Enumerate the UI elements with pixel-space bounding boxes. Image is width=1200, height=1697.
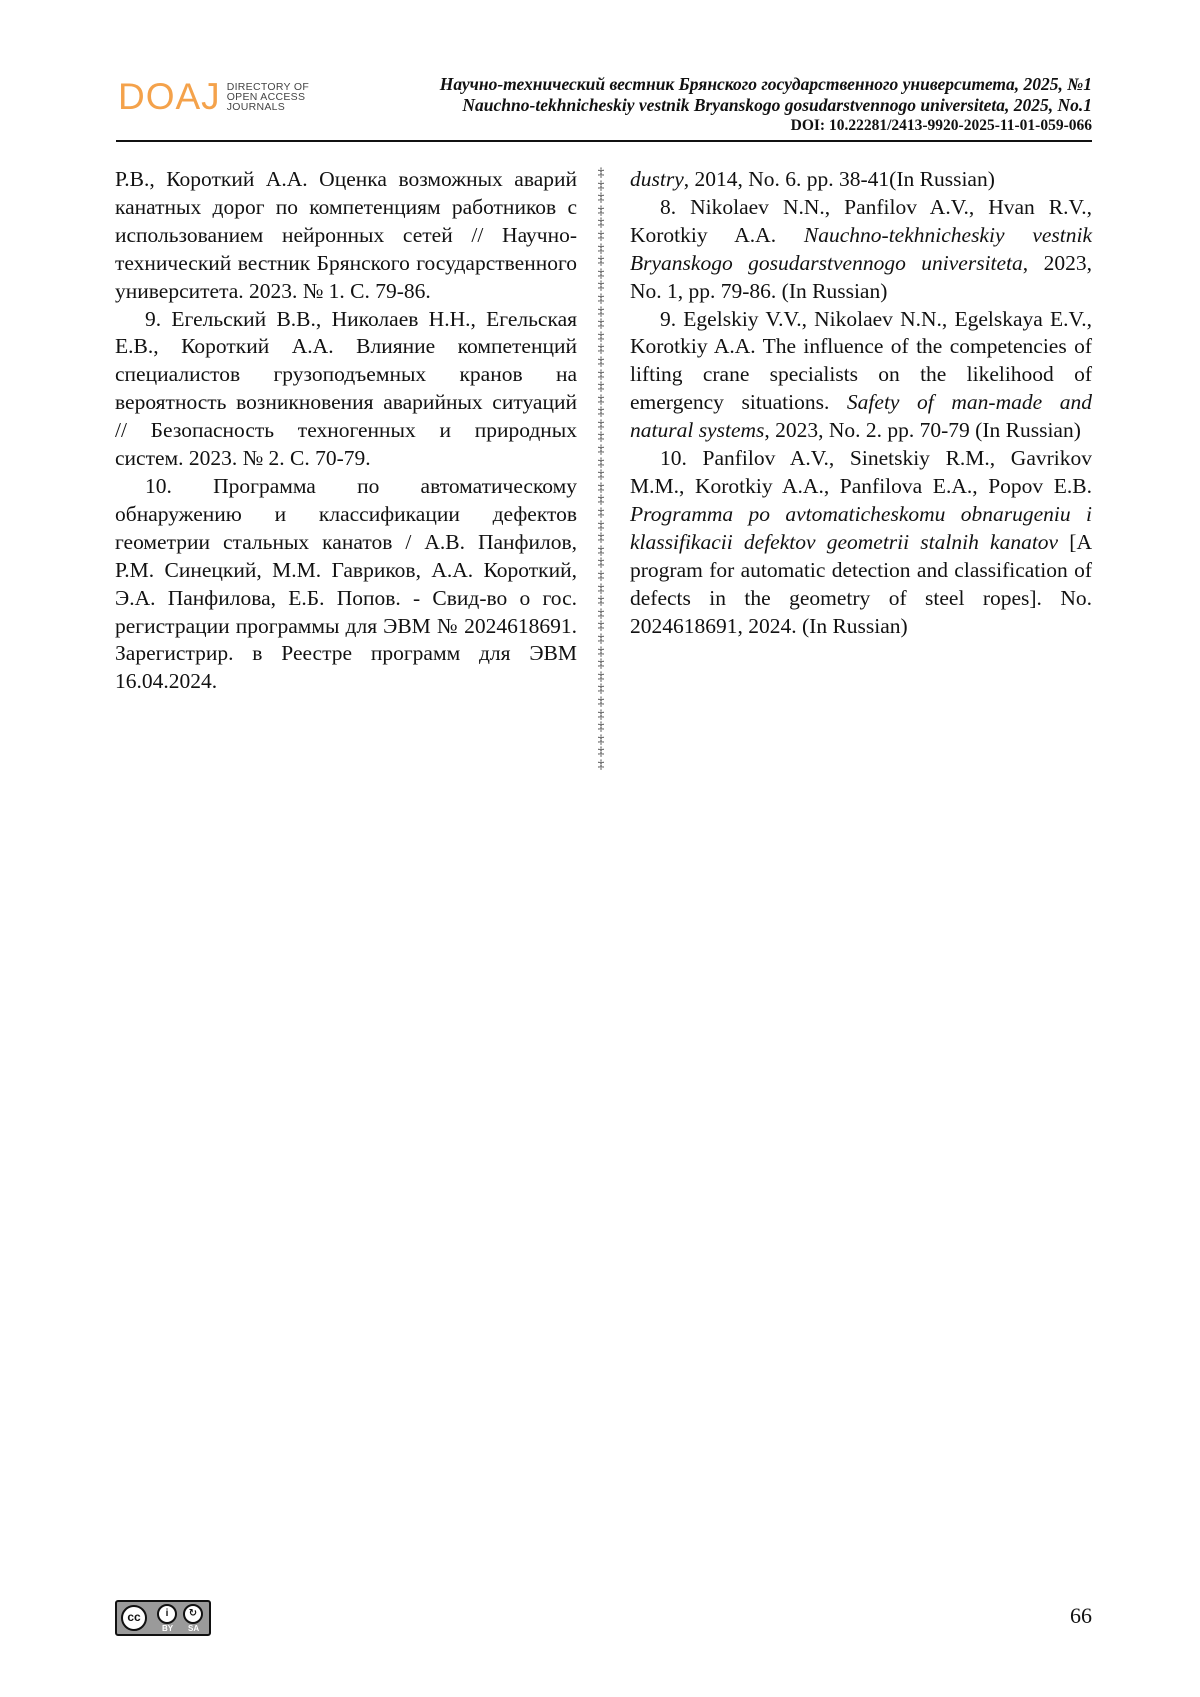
page-header [116, 70, 1092, 142]
ref10-title: Programma po avtomaticheskomu obnarugeniu i klassifikacii defektov geometrii stalnih kanatov [630, 502, 1092, 554]
ref10-details: [A program for automatic detection and classification of defects in the geometry of steel ropes]. No. 2024618691, 2024. (In Russian) [630, 530, 1092, 638]
ref9-journal: Safety of man-made and natural systems [630, 390, 1092, 442]
page-number: 66 [1070, 1603, 1092, 1629]
divider-glyph: ‡ [598, 267, 605, 280]
doaj-sub-line-2: OPEN ACCESS [227, 92, 309, 102]
divider-glyph: ‡ [598, 506, 605, 519]
divider-glyph: ‡ [598, 342, 605, 355]
divider-glyph: ‡ [598, 632, 605, 645]
ref8-details: , 2023, No. 1, pp. 79-86. (In Russian) [630, 251, 1092, 303]
divider-glyph: ‡ [598, 443, 605, 456]
divider-glyph: ‡ [598, 254, 605, 267]
divider-glyph: ‡ [598, 468, 605, 481]
divider-glyph: ‡ [598, 292, 605, 305]
divider-glyph: ‡ [598, 569, 605, 582]
divider-glyph: ‡ [598, 279, 605, 292]
divider-glyph: ‡ [598, 519, 605, 532]
doaj-logo-mark: DOAJ [118, 78, 221, 115]
divider-glyph: ‡ [598, 179, 605, 192]
divider-glyph: ‡ [598, 430, 605, 443]
divider-glyph: ‡ [598, 204, 605, 217]
divider-glyph: ‡ [598, 670, 605, 683]
ref7-rest: , 2014, No. 6. pp. 38-41(In Russian) [684, 167, 995, 191]
divider-glyph: ‡ [598, 758, 605, 771]
divider-glyph: ‡ [598, 166, 605, 179]
divider-glyph: ‡ [598, 619, 605, 632]
reference-9-en [630, 306, 1092, 446]
reference-10-ru: 10. Программа по автоматическому обнаружению и классификации дефектов геометрии стальных канатов / А.В. Панфилов, Р.М. Синецкий, М.М. Гавриков, А.А. Короткий, Э.А. Панфилова, Е.Б. Попов. - Свид-во о гос. регистрации программы для ЭВМ № 2024618691. Зарегистрир. в Реестре программ для ЭВМ 16.04.2024. [115, 473, 577, 696]
column-divider [594, 166, 608, 774]
reference-10-en [630, 445, 1092, 640]
ref9-authors-title: 9. Egelskiy V.V., Nikolaev N.N., Egelskaya E.V., Korotkiy A.A. The influence of the competencies of lifting crane specialists on the likelihood of emergency situations. [630, 307, 1092, 415]
references-ru-column [115, 166, 577, 696]
divider-glyph: ‡ [598, 531, 605, 544]
doaj-logo [118, 78, 309, 115]
divider-glyph: ‡ [598, 405, 605, 418]
divider-glyph: ‡ [598, 733, 605, 746]
divider-glyph: ‡ [598, 305, 605, 318]
divider-glyph: ‡ [598, 594, 605, 607]
sa-label: SA [188, 1624, 199, 1633]
divider-glyph: ‡ [598, 544, 605, 557]
divider-glyph: ‡ [598, 556, 605, 569]
cc-by-sa-license-badge[interactable] [115, 1600, 211, 1636]
divider-glyph: ‡ [598, 368, 605, 381]
ref8-authors: 8. Nikolaev N.N., Panfilov A.V., Hvan R.V., Korotkiy A.A. [630, 195, 1092, 247]
by-label: BY [162, 1624, 173, 1633]
journal-title-ru: Научно-технический вестник Брянского государственного университета, 2025, №1 [440, 74, 1092, 95]
divider-glyph: ‡ [598, 695, 605, 708]
doaj-logo-subtitle [227, 82, 309, 112]
divider-glyph: ‡ [598, 657, 605, 670]
ref10-authors: 10. Panfilov A.V., Sinetskiy R.M., Gavrikov M.M., Korotkiy A.A., Panfilova E.A., Popov E.B. [630, 446, 1092, 498]
divider-glyph: ‡ [598, 745, 605, 758]
divider-glyph: ‡ [598, 355, 605, 368]
ref7-italic: dustry [630, 167, 684, 191]
divider-glyph: ‡ [598, 330, 605, 343]
divider-glyph: ‡ [598, 216, 605, 229]
reference-9-ru: 9. Егельский В.В., Николаев Н.Н., Егельская Е.В., Короткий А.А. Влияние компетенций специалистов грузоподъемных кранов на вероятность возникновения аварийных ситуаций // Безопасность техногенных и природных систем. 2023. № 2. С. 70-79. [115, 306, 577, 473]
ref8-journal: Nauchno-tekhnicheskiy vestnik Bryanskogo gosudarstvennogo universiteta [630, 223, 1092, 275]
reference-7-continued [630, 166, 1092, 194]
divider-glyph: ‡ [598, 607, 605, 620]
divider-glyph: ‡ [598, 380, 605, 393]
doi: DOI: 10.22281/2413-9920-2025-11-01-059-066 [440, 116, 1092, 136]
divider-glyph: ‡ [598, 242, 605, 255]
journal-header-text [440, 74, 1092, 136]
divider-glyph: ‡ [598, 720, 605, 733]
divider-glyph: ‡ [598, 317, 605, 330]
divider-glyph: ‡ [598, 481, 605, 494]
divider-glyph: ‡ [598, 418, 605, 431]
divider-glyph: ‡ [598, 708, 605, 721]
cc-icon: cc [121, 1605, 147, 1631]
doaj-sub-line-3: JOURNALS [227, 102, 309, 112]
divider-glyph: ‡ [598, 582, 605, 595]
divider-glyph: ‡ [598, 191, 605, 204]
divider-glyph: ‡ [598, 229, 605, 242]
by-attribution-icon: i [157, 1604, 177, 1624]
divider-glyph: ‡ [598, 493, 605, 506]
divider-glyph: ‡ [598, 682, 605, 695]
ref9-details: , 2023, No. 2. pp. 70-79 (In Russian) [764, 418, 1081, 442]
journal-title-en: Nauchno-tekhnicheskiy vestnik Bryanskogo gosudarstvennogo universiteta, 2025, No.1 [440, 95, 1092, 116]
sa-share-alike-icon: ↻ [183, 1604, 203, 1624]
doaj-sub-line-1: DIRECTORY OF [227, 82, 309, 92]
references-en-column [630, 166, 1092, 640]
divider-glyph: ‡ [598, 393, 605, 406]
reference-8-continued: Р.В., Короткий А.А. Оценка возможных аварий канатных дорог по компетенциям работников с использованием нейронных сетей // Научно-технический вестник Брянского государственного университета. 2023. № 1. С. 79-86. [115, 166, 577, 306]
divider-glyph: ‡ [598, 456, 605, 469]
divider-glyph: ‡ [598, 645, 605, 658]
reference-8-en [630, 194, 1092, 306]
